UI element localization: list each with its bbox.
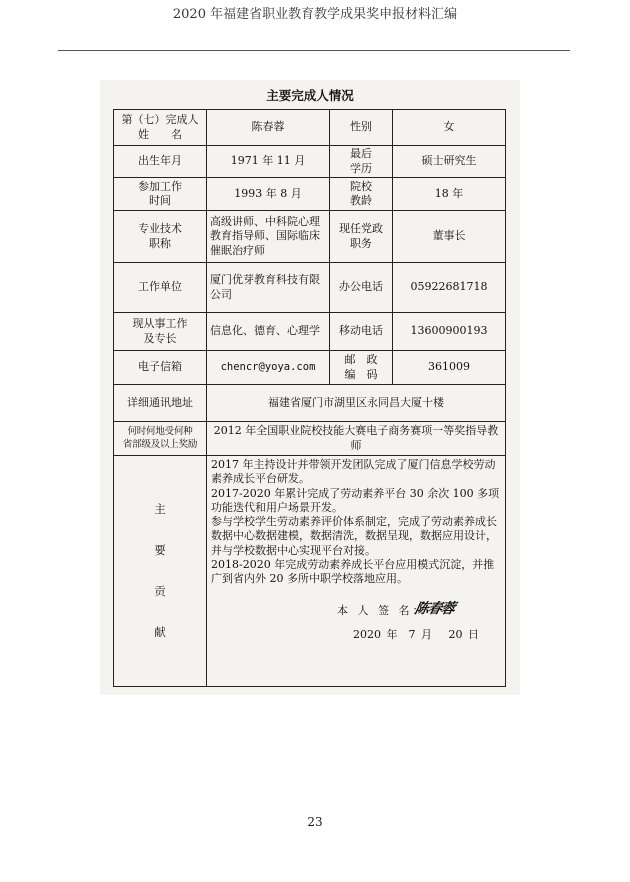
table-title: 主要完成人情况 (266, 88, 354, 103)
mobile-label: 移动电话 (330, 313, 393, 351)
completer-info-table (113, 109, 506, 687)
birth-value: 1971 年 11 月 (207, 146, 330, 178)
contribution-label (114, 456, 207, 687)
handwritten-signature: 陈春蓉 (413, 601, 456, 617)
table-row (114, 422, 506, 456)
name-value: 陈春蓉 (207, 110, 330, 146)
table-row (114, 313, 506, 351)
title-label: 专业技术 职称 (114, 211, 207, 263)
table-row (114, 178, 506, 211)
teaching-years-label: 院校 教龄 (330, 178, 393, 211)
contribution-label-char: 要 (154, 543, 166, 558)
position-label: 现任党政 职务 (330, 211, 393, 263)
title-value: 高级讲师、中科院心理教育指导师、国际临床催眠治疗师 (207, 211, 330, 263)
award-label: 何时何地受何种 省部级及以上奖励 (114, 422, 207, 456)
table-row (114, 385, 506, 422)
postcode-value: 361009 (393, 351, 506, 385)
specialty-label: 现从事工作 及专长 (114, 313, 207, 351)
contribution-paragraph: 2017-2020 年累计完成了劳动素养平台 30 余次 100 多项功能迭代和用户场景开发。 (211, 486, 500, 514)
contribution-content (207, 456, 506, 687)
gender-value: 女 (393, 110, 506, 146)
birth-label: 出生年月 (114, 146, 207, 178)
email-value: chencr@yoya.com (207, 351, 330, 385)
table-row (114, 456, 506, 687)
employer-label: 工作单位 (114, 263, 207, 313)
position-value: 董事长 (393, 211, 506, 263)
specialty-value: 信息化、德育、心理学 (207, 313, 330, 351)
signature-label: 本 人 签 名： (337, 604, 427, 617)
table-row (114, 263, 506, 313)
page-number: 23 (307, 815, 323, 829)
page-header: 2020 年福建省职业教育教学成果奖申报材料汇编 (172, 7, 458, 22)
postcode-label: 邮 政 编 码 (330, 351, 393, 385)
contribution-label-char: 献 (154, 624, 166, 639)
mobile-value: 13600900193 (393, 313, 506, 351)
employer-value: 厦门优芽教育科技有限公司 (207, 263, 330, 313)
work-start-value: 1993 年 8 月 (207, 178, 330, 211)
address-label: 详细通讯地址 (114, 385, 207, 422)
table-row (114, 146, 506, 178)
office-phone-label: 办公电话 (330, 263, 393, 313)
table-row (114, 110, 506, 146)
email-label: 电子信箱 (114, 351, 207, 385)
address-value: 福建省厦门市湖里区永同昌大厦十楼 (207, 385, 506, 422)
name-label: 第（七）完成人 姓 名 (114, 110, 207, 146)
contribution-paragraph: 2017 年主持设计并带领开发团队完成了厦门信息学校劳动素养成长平台研发。 (211, 458, 496, 486)
table-row (114, 351, 506, 385)
table-row (114, 211, 506, 263)
contribution-label-char: 贡 (154, 584, 166, 598)
contribution-label-char: 主 (154, 502, 166, 517)
education-value: 硕士研究生 (393, 146, 506, 178)
teaching-years-value: 18 年 (393, 178, 506, 211)
award-value: 2012 年全国职业院校技能大赛电子商务赛项一等奖指导教师 (207, 422, 506, 456)
contribution-paragraph: 2018-2020 年完成劳动素养成长平台应用模式沉淀，并推广到省内外 20 多所中职学校落地应用。 (211, 558, 495, 586)
office-phone-value: 05922681718 (393, 263, 506, 313)
contribution-paragraph: 参与学校学生劳动素养评价体系制定，完成了劳动素养成长数据中心数据建模，数据清洗，数据呈现，数据应用设计，并与学校数据中心实现平台对接。 (211, 515, 497, 557)
signature-date: 2020 年 7 月 20 日 (353, 628, 479, 641)
education-label: 最后 学历 (330, 146, 393, 178)
header-divider (58, 50, 570, 51)
work-start-label: 参加工作 时间 (114, 178, 207, 211)
gender-label: 性别 (330, 110, 393, 146)
